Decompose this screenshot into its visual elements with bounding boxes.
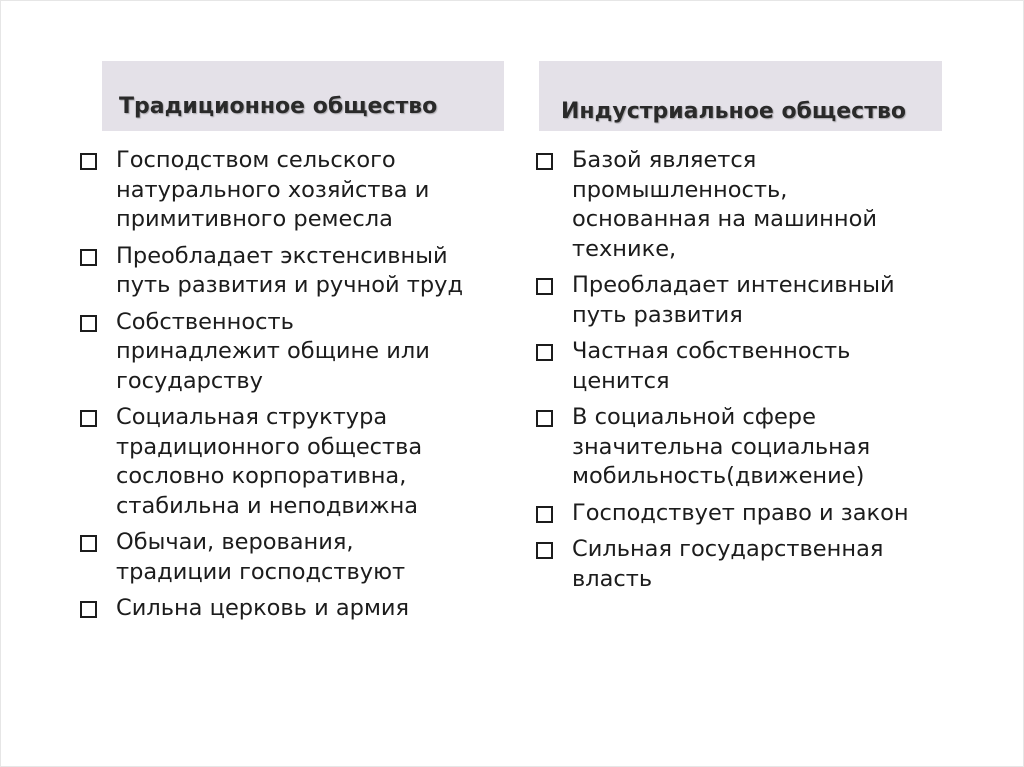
- list-item: [77, 528, 517, 587]
- list-item: [533, 271, 973, 330]
- traditional-society-header: [102, 61, 504, 131]
- checkbox-icon: [536, 344, 553, 361]
- list-item: [77, 594, 517, 624]
- list-item: [77, 308, 517, 397]
- checkbox-icon: [536, 506, 553, 523]
- list-item-text: В социальной сфере значительна социальная мобильность(движение): [572, 404, 871, 489]
- list-item-text: Господствует право и закон: [572, 499, 909, 526]
- checkbox-icon: [80, 249, 97, 266]
- traditional-society-list: [77, 146, 517, 631]
- checkbox-icon: [80, 601, 97, 618]
- industrial-society-title: Индустриальное общество: [561, 99, 906, 124]
- list-item: [77, 403, 517, 521]
- list-item-text: Обычаи, верования, традиции господствуют: [116, 529, 406, 585]
- list-item: [533, 403, 973, 492]
- list-item-text: Господством сельского натурального хозяйства и примитивного ремесла: [116, 147, 430, 232]
- list-item-text: Базой является промышленность, основанная на машинной технике,: [572, 147, 877, 262]
- list-item: [533, 535, 973, 594]
- traditional-society-title: Традиционное общество: [119, 94, 438, 119]
- checkbox-icon: [536, 278, 553, 295]
- list-item: [533, 337, 973, 396]
- checkbox-icon: [80, 153, 97, 170]
- industrial-society-header: [539, 61, 942, 131]
- list-item-text: Сильная государственная власть: [572, 536, 884, 592]
- checkbox-icon: [536, 153, 553, 170]
- checkbox-icon: [536, 542, 553, 559]
- industrial-society-list: [533, 146, 973, 601]
- list-item-text: Преобладает интенсивный путь развития: [572, 272, 895, 328]
- checkbox-icon: [80, 535, 97, 552]
- checkbox-icon: [80, 410, 97, 427]
- checkbox-icon: [536, 410, 553, 427]
- list-item-text: Социальная структура традиционного общества сословно корпоративна, стабильна и неподвижна: [116, 404, 423, 519]
- list-item-text: Сильна церковь и армия: [116, 595, 410, 621]
- list-item: [77, 242, 517, 301]
- list-item-text: Собственность принадлежит общине или государству: [116, 308, 430, 394]
- list-item: [533, 499, 973, 529]
- checkbox-icon: [80, 315, 97, 332]
- list-item: [533, 146, 973, 264]
- list-item: [77, 146, 517, 235]
- list-item-text: Преобладает экстенсивный путь развития и ручной труд: [116, 242, 464, 298]
- list-item-text: Частная собственность ценится: [572, 338, 851, 394]
